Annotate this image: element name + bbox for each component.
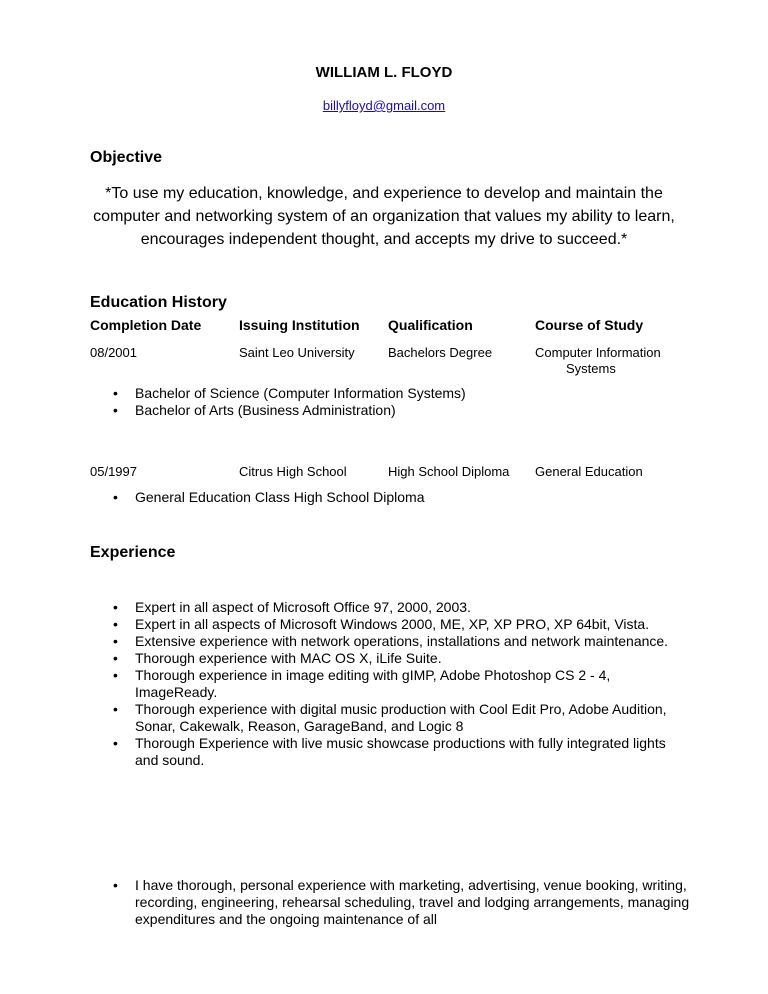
objective-text: *To use my education, knowledge, and experience to develop and maintain the computer and networking system of an organization that values my ability to learn, encourages independent thought, and accepts my drive to succeed.*	[93, 185, 675, 248]
completion-date: 08/2001	[90, 345, 137, 360]
list-item	[90, 402, 680, 419]
bullet-glyph: •	[113, 402, 118, 418]
list-item-text: I have thorough, personal experience with marketing, advertising, venue booking, writing, recording, engineering, rehearsal scheduling, travel and lodging arrangements, managing expenditures and the ongoing maintenance of all	[135, 877, 690, 927]
bullet-glyph: •	[113, 489, 118, 505]
course-of-study-text	[535, 345, 675, 377]
bullet-glyph: •	[113, 650, 118, 666]
objective-heading: Objective	[90, 149, 163, 166]
list-item	[90, 735, 680, 769]
bullet-glyph: •	[113, 667, 118, 683]
list-item	[90, 633, 680, 650]
experience-heading: Experience	[90, 544, 176, 561]
list-item	[90, 877, 690, 928]
education-row	[0, 345, 768, 381]
list-item	[90, 599, 680, 616]
institution: Saint Leo University	[239, 345, 355, 360]
list-item	[90, 701, 680, 735]
bullet-glyph: •	[113, 385, 118, 401]
email-link[interactable]: billyfloyd@gmail.com	[322, 98, 446, 113]
completion-date: 05/1997	[90, 464, 137, 479]
experience-bullets	[90, 599, 680, 769]
list-item-text: Expert in all aspects of Microsoft Windows 2000, ME, XP, XP PRO, XP 64bit, Vista.	[135, 616, 650, 632]
qualification: Bachelors Degree	[388, 345, 493, 360]
education-heading: Education History	[90, 294, 227, 311]
list-item	[90, 489, 680, 506]
list-item-text: Thorough Experience with live music showcase productions with fully integrated lights and sound.	[135, 735, 666, 768]
qualification: High School Diploma	[388, 464, 510, 479]
bullet-glyph: •	[113, 735, 118, 751]
list-item-text: Expert in all aspect of Microsoft Office 97, 2000, 2003.	[135, 599, 471, 615]
institution: Citrus High School	[239, 464, 347, 479]
list-item-text: Thorough experience with digital music production with Cool Edit Pro, Adobe Audition, Sonar, Cakewalk, Reason, GarageBand, and Logic 8	[135, 701, 667, 734]
bullet-glyph: •	[113, 701, 118, 717]
course-of-study	[535, 345, 675, 377]
course-line: Systems	[566, 361, 616, 376]
list-item-text: Extensive experience with network operations, installations and network maintenance.	[135, 633, 669, 649]
column-course-of-study: Course of Study	[535, 317, 644, 333]
column-issuing-institution: Issuing Institution	[239, 317, 360, 333]
course-line: Computer Information	[535, 345, 661, 360]
education-bullets	[90, 385, 680, 419]
list-item-text: General Education Class High School Diploma	[135, 489, 425, 505]
education-table-header	[0, 317, 768, 335]
experience-extra-bullets	[90, 877, 690, 928]
bullet-glyph: •	[113, 599, 118, 615]
list-item-text: Bachelor of Arts (Business Administration)	[135, 402, 396, 418]
education-bullets	[90, 489, 680, 506]
list-item-text: Bachelor of Science (Computer Information Systems)	[135, 385, 466, 401]
list-item	[90, 616, 680, 633]
bullet-glyph: •	[113, 616, 118, 632]
column-completion-date: Completion Date	[90, 317, 202, 333]
course-of-study: General Education	[535, 464, 643, 479]
list-item-text: Thorough experience with MAC OS X, iLife Suite.	[135, 650, 442, 666]
candidate-name: WILLIAM L. FLOYD	[315, 64, 453, 81]
list-item	[90, 650, 680, 667]
list-item	[90, 667, 680, 701]
bullet-glyph: •	[113, 877, 118, 893]
column-qualification: Qualification	[388, 317, 473, 333]
list-item	[90, 385, 680, 402]
bullet-glyph: •	[113, 633, 118, 649]
list-item-text: Thorough experience in image editing with gIMP, Adobe Photoshop CS 2 - 4, ImageReady.	[135, 667, 611, 700]
